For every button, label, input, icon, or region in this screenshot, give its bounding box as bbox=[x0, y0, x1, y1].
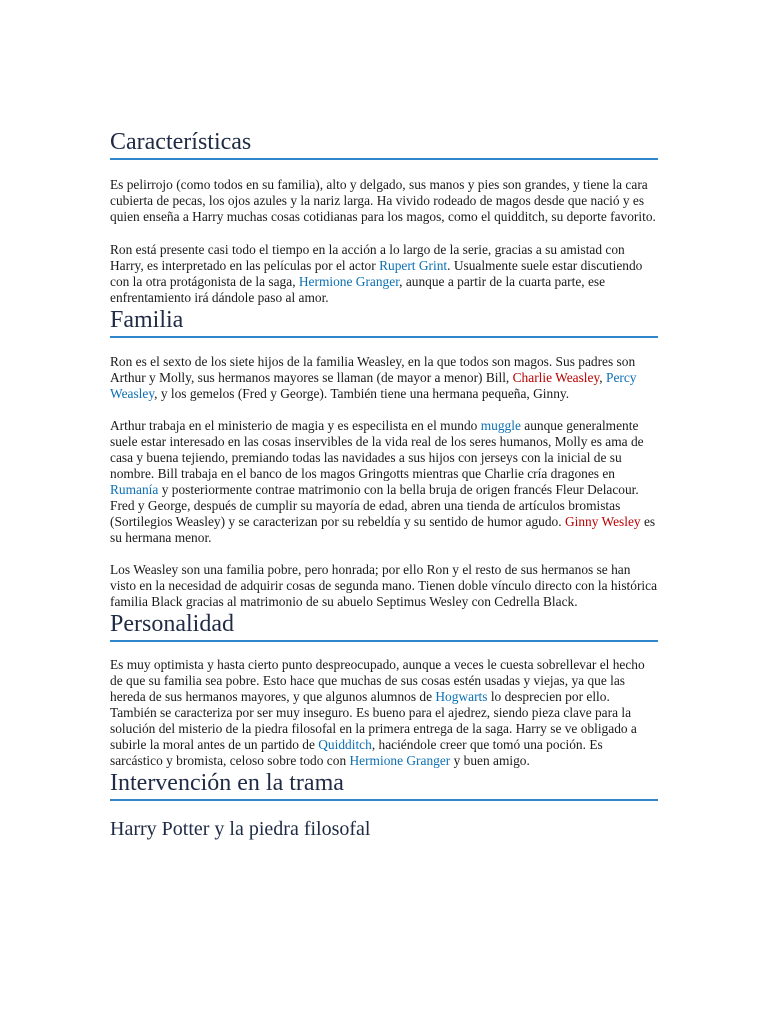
text-run: y buen amigo. bbox=[450, 753, 530, 768]
section-heading-personalidad: Personalidad bbox=[110, 610, 658, 642]
paragraph-familia-3: Los Weasley son una familia pobre, pero honrada; por ello Ron y el resto de sus hermanos se han visto en la necesidad de adquirir cosas de segunda mano. Tienen doble vínculo directo con la histórica familia Black gracias al matrimonio de su abuelo Septimus Wesley con Cedrella Black. bbox=[110, 562, 658, 609]
link-hermione-granger-2[interactable]: Hermione Granger bbox=[349, 753, 451, 768]
text-run: , y los gemelos (Fred y George). También tiene una hermana pequeña, Ginny. bbox=[154, 386, 570, 401]
text-run: . Usualmente suele estar discutiendo con la otra protágonista de la saga, bbox=[110, 258, 643, 289]
text-run: , aunque a partir de la cuarta parte, ese enfrentamiento irá dándole paso al amor. bbox=[110, 274, 606, 305]
link-percy-weasley[interactable]: Percy Weasley bbox=[110, 370, 637, 401]
link-charlie-weasley[interactable]: Charlie Weasley bbox=[512, 370, 600, 385]
text-run: Ron está presente casi todo el tiempo en la acción a lo largo de la serie, gracias a su amistad con Harry, es interpretado en las películas por el actor bbox=[110, 242, 625, 273]
link-quidditch[interactable]: Quidditch bbox=[318, 737, 372, 752]
paragraph-familia-1 bbox=[110, 354, 658, 402]
link-hogwarts[interactable]: Hogwarts bbox=[435, 689, 488, 704]
link-rumania[interactable]: Rumanía bbox=[110, 482, 159, 497]
paragraph-familia-2 bbox=[110, 418, 658, 546]
link-ginny-wesley[interactable]: Ginny Wesley bbox=[564, 514, 641, 529]
text-run: lo desprecien por ello. También se caracteriza por ser muy inseguro. Es bueno para el ajedrez, siendo pieza clave para la solución del misterio de la piedra filosofal en la primera entrega de la saga. Harry se ve obligado a subirle la moral antes de un partido de bbox=[110, 689, 637, 752]
subsection-heading-piedra-filosofal: Harry Potter y la piedra filosofal bbox=[110, 818, 371, 840]
paragraph-caracteristicas-2 bbox=[110, 242, 658, 306]
text-run: y posteriormente contrae matrimonio con la bella bruja de origen francés Fleur Delacour. Fred y George, después de cumplir su mayoría de edad, abren una tienda de artículos bromistas (Sortilegios Weasley) y se caracterizan por su rebeldía y su sentido de humor agudo. bbox=[110, 482, 639, 529]
paragraph-caracteristicas-1: Es pelirrojo (como todos en su familia), alto y delgado, sus manos y pies son grandes, y tiene la cara cubierta de pecas, los ojos azules y la nariz larga. Ha vivido rodeado de magos desde que nació y es quien enseña a Harry muchas cosas cotidianas para los magos, como el quidditch, su deporte favorito. bbox=[110, 177, 656, 224]
paragraph-personalidad-1 bbox=[110, 657, 658, 769]
article-body bbox=[110, 128, 658, 841]
text-run: es su hermana menor. bbox=[110, 514, 656, 545]
text-run: Arthur trabaja en el ministerio de magia y es especilista en el mundo bbox=[110, 418, 481, 433]
text-run: aunque generalmente suele estar interesado en las cosas inservibles de la vida real de los seres humanos, Molly es ama de casa y buena tejiendo, premiando todas las navidades a sus hijos con jerseys con la inicial de su nombre. Bill trabaja en el banco de los magos Gringotts mientras que Charlie cría dragones en bbox=[110, 418, 644, 481]
section-heading-caracteristicas: Características bbox=[110, 128, 658, 160]
link-muggle[interactable]: muggle bbox=[480, 418, 521, 433]
section-heading-familia: Familia bbox=[110, 306, 658, 338]
section-heading-intervencion: Intervención en la trama bbox=[110, 769, 658, 801]
text-run: , bbox=[599, 370, 606, 385]
text-run: , haciéndole creer que tomó una poción. Es sarcástico y bromista, celoso sobre todo con bbox=[110, 737, 603, 768]
text-run: Es muy optimista y hasta cierto punto despreocupado, aunque a veces le cuesta sobrellevar el hecho de que su familia sea pobre. Esto hace que muchas de sus cosas estén usadas y viejas, ya que las hereda de sus hermanos mayores, y que algunos alumnos de bbox=[110, 657, 645, 704]
link-hermione-granger[interactable]: Hermione Granger bbox=[298, 274, 400, 289]
link-rupert-grint[interactable]: Rupert Grint bbox=[379, 258, 448, 273]
text-run: Ron es el sexto de los siete hijos de la familia Weasley, en la que todos son magos. Sus padres son Arthur y Molly, sus hermanos mayores se llaman (de mayor a menor) Bill, bbox=[110, 354, 636, 385]
